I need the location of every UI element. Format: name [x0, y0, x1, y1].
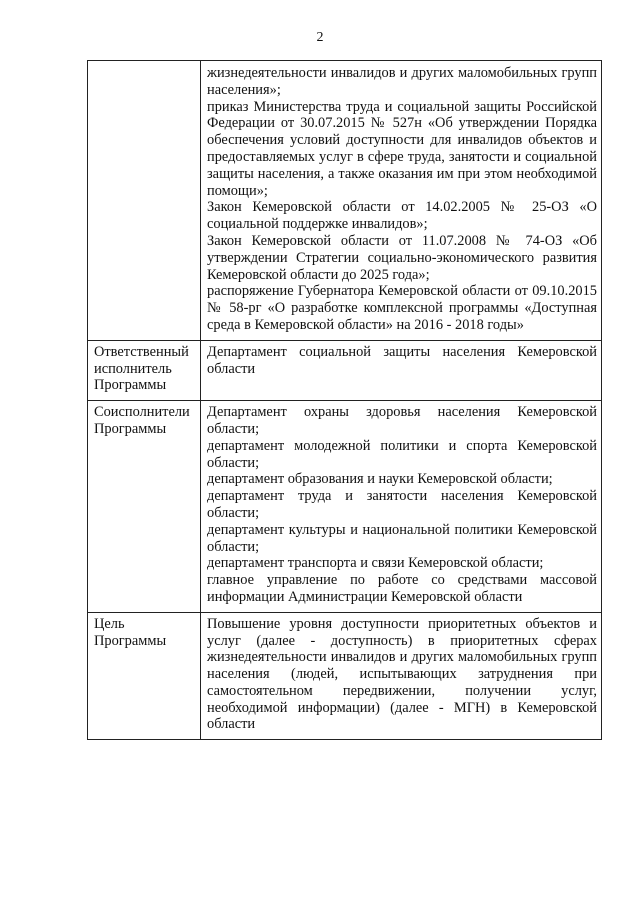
- table-row-responsible-executor: [88, 340, 602, 400]
- row-content: [201, 612, 602, 740]
- content-paragraph: Закон Кемеровской области от 14.02.2005 № 25-ОЗ «О социальной поддержке инвалидов»;: [207, 199, 597, 233]
- content-paragraph: департамент образования и науки Кемеровской области;: [207, 471, 553, 488]
- row-label: [88, 61, 201, 341]
- content-paragraph: главное управление по работе со средствами массовой информации Администрации Кемеровской области: [207, 572, 597, 605]
- table-row-legal-basis: [88, 61, 602, 341]
- content-paragraph: жизнедеятельности инвалидов и других маломобильных групп населения»;: [207, 65, 597, 98]
- row-content: [201, 61, 602, 341]
- row-content: [201, 401, 602, 613]
- table-row-program-goal: [88, 612, 602, 740]
- content-paragraph: департамент молодежной политики и спорта Кемеровской области;: [207, 437, 597, 471]
- row-label: Соисполнители Программы: [88, 401, 201, 613]
- row-content: [201, 340, 602, 400]
- content-paragraph: департамент транспорта и связи Кемеровской области;: [207, 555, 544, 572]
- content-paragraph: департамент культуры и национальной политики Кемеровской области;: [207, 521, 597, 555]
- content-paragraph: распоряжение Губернатора Кемеровской области от 09.10.2015 № 58-рг «О разработке комплексной программы «Доступная среда в Кемеровской области» на 2016 - 2018 годы»: [207, 283, 597, 333]
- content-paragraph: департамент труда и занятости населения Кемеровской области;: [207, 488, 597, 521]
- row-label: Цель Программы: [88, 612, 201, 740]
- content-paragraph: Повышение уровня доступности приоритетных объектов и услуг (далее - доступность) в приоритетных сферах жизнедеятельности инвалидов и других маломобильных групп населения (людей, испытывающих затруднения при самостоятельном передвижении, получении услуг, необходимой информации) (далее - МГН) в Кемеровской области: [207, 615, 597, 733]
- page-number: 2: [316, 30, 324, 45]
- row-label: Ответственный исполнитель Программы: [88, 340, 201, 400]
- content-paragraph: Департамент охраны здоровья населения Кемеровской области;: [207, 404, 597, 437]
- content-paragraph: Закон Кемеровской области от 11.07.2008 № 74-ОЗ «Об утверждении Стратегии социально-экономического развития Кемеровской области до 2025 года»;: [207, 232, 597, 283]
- table-row-co-executors: [88, 401, 602, 613]
- program-passport-table: [87, 60, 602, 740]
- content-paragraph: приказ Министерства труда и социальной защиты Российской Федерации от 30.07.2015 № 527н «Об утверждении Порядка обеспечения условий доступности для инвалидов объектов и предоставляемых услуг в сфере труда, занятости и социальной защиты населения, а также оказания им при этом необходимой помощи»;: [207, 98, 597, 199]
- content-paragraph: Департамент социальной защиты населения Кемеровской области: [207, 343, 597, 377]
